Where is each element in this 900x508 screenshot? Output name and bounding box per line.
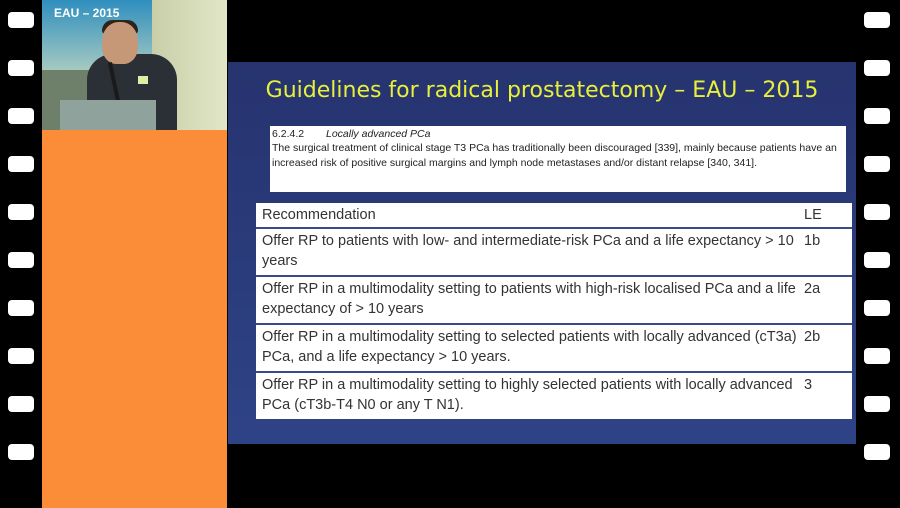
table-row [256,277,852,325]
video-frame[interactable] [42,0,858,508]
side-panel [42,130,227,508]
film-hole [8,156,34,172]
film-hole [8,12,34,28]
recommendation-text: Offer RP in a multimodality setting to selected patients with locally advanced (cT3a) PCa, and a life expectancy > 10 years. [262,329,797,365]
film-hole [8,396,34,412]
film-hole [864,156,890,172]
table-row [256,325,852,373]
excerpt-body: The surgical treatment of clinical stage T3 PCa has traditionally been discouraged [339], mainly because patients have an increased risk of positive surgical margins and lymph node metastases and/or distant relapse [340, 341]. [272,142,837,169]
table-row [256,229,852,277]
film-hole [8,204,34,220]
header-le: LE [804,207,822,223]
table-header-row [256,203,852,229]
film-hole [8,108,34,124]
film-hole [864,252,890,268]
background-screen-text: EAU – 2015 [54,6,120,20]
film-hole [864,348,890,364]
film-strip-right [858,0,900,508]
film-hole [8,252,34,268]
speaker-video-inset [42,0,227,130]
film-hole [8,444,34,460]
excerpt-section-number: 6.2.4.2 [272,128,305,140]
presentation-slide [228,62,856,444]
podium [60,100,156,130]
level-of-evidence: 2a [804,281,821,297]
film-hole [864,204,890,220]
slide-title: Guidelines for radical prostatectomy – EAU – 2015 [265,78,819,103]
header-recommendation: Recommendation [262,207,376,223]
level-of-evidence: 1b [804,233,821,249]
film-hole [8,348,34,364]
excerpt-heading [270,128,846,140]
film-hole [8,60,34,76]
level-of-evidence: 2b [804,329,821,345]
recommendation-text: Offer RP in a multimodality setting to patients with high-risk localised PCa and a life expectancy of > 10 years [262,281,796,317]
film-hole [864,300,890,316]
excerpt-section-title: Locally advanced PCa [326,128,431,140]
recommendation-text: Offer RP in a multimodality setting to highly selected patients with locally advanced PCa (cT3b-T4 N0 or any T N1). [262,377,793,413]
level-of-evidence: 3 [804,377,813,393]
film-hole [864,108,890,124]
film-hole [864,12,890,28]
film-hole [864,60,890,76]
table-row [256,373,852,419]
recommendation-text: Offer RP to patients with low- and intermediate-risk PCa and a life expectancy > 10 years [262,233,794,269]
speaker-head [102,22,138,64]
film-hole [864,444,890,460]
film-hole [864,396,890,412]
recommendation-table [256,203,852,419]
guideline-excerpt [270,126,846,192]
name-badge [138,76,148,84]
film-strip-left [0,0,42,508]
film-hole [8,300,34,316]
